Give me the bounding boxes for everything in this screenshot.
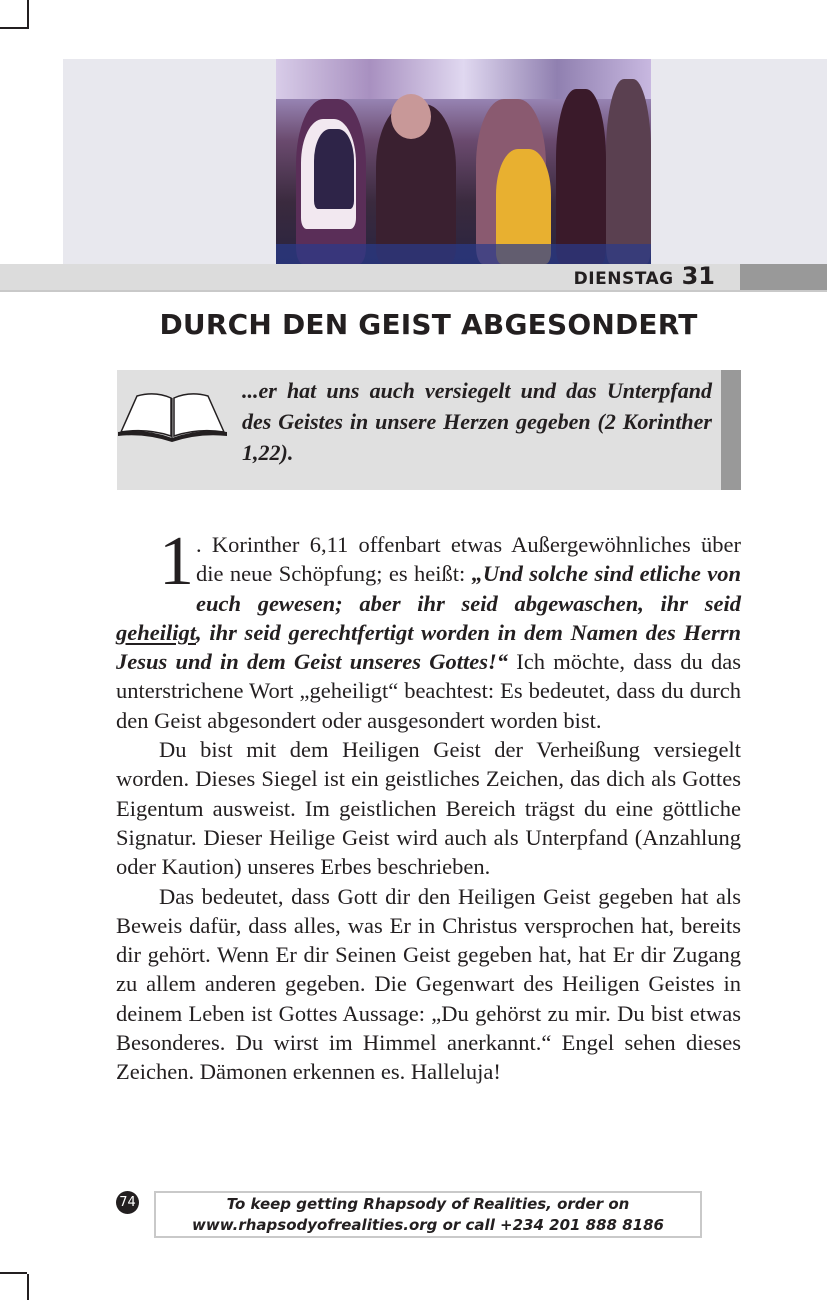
paragraph-1-intro: . Korinther 6,11 offenbart etwas Außergewöhnliches über die neue Schöpfung; es heißt: [196,532,741,587]
worship-photo [276,59,651,264]
day-number: 31 [681,262,715,290]
verse-box-accent [721,370,741,490]
underlined-word: geheiligt [116,619,196,645]
paragraph-3: Das bedeutet, dass Gott dir den Heiligen Geist gegeben hat als Beweis dafür, dass alles, was Er in Christus versprochen hat, bereits dir gehört. Wenn Er dir Seinen Geist gegeben hat, hat Er dir Zugang zu allem anderen gegeben. Die Gegenwart des Heiligen Geistes in deinem Leben ist Gottes Aussage: „Du gehörst zu mir. Du bist etwas Besonderes. Du wirst im Himmel anerkannt.“ Engel sehen dieses Zeichen. Dämonen erkennen es. Halleluja! [116,883,741,1085]
paragraph-2: Du bist mit dem Heiligen Geist der Verheißung versiegelt worden. Dieses Siegel ist ein geistliches Zeichen, das dich als Gottes Eigentum ausweist. Im geistlichen Bereich trägst du eine göttliche Signatur. Dieser Heilige Geist wird auch als Unterpfand (Anzahlung oder Kaution) unseres Erbes beschrieben. [116,737,741,880]
crop-mark-top-left-h [0,27,28,29]
crop-mark-bottom-left-h [0,1272,27,1274]
paragraph-1-rest: Ich möchte, dass du das unterstrichene Wort „geheiligt“ beachtest: Es bedeutet, dass du durch den Geist abgesondert oder ausgesondert worden bist. [116,649,741,733]
order-info-line-2: www.rhapsodyofrealities.org or call +234 201 888 8186 [192,1216,664,1234]
article-body [116,523,741,1087]
crop-mark-top-left-v [27,0,29,29]
verse-text: ...er hat uns auch versiegelt und das Unterpfand des Geistes in unsere Herzen gegeben (2 Korinther 1,22). [242,378,712,465]
date-label [574,262,715,292]
order-info-line-1: To keep getting Rhapsody of Realities, order on [226,1195,630,1213]
order-info-box [154,1191,702,1238]
drop-cap: 1 [159,523,194,600]
page-number: 74 [116,1191,139,1214]
paragraph-1 [116,523,741,735]
page-title: DURCH DEN GEIST ABGESONDERT [159,308,698,341]
day-bar-accent [740,264,827,290]
scripture-quote-a: „Und solche sind etliche von euch gewesen; aber ihr seid abgewaschen, ihr seid [196,561,741,616]
open-book-icon [115,388,230,443]
scripture-quote-b: , ihr seid gerechtfertigt worden in dem Namen des Herrn Jesus und in dem Geist unseres Gottes!“ [116,619,741,675]
crop-mark-bottom-left-v [27,1274,29,1300]
day-name: DIENSTAG [573,269,674,289]
